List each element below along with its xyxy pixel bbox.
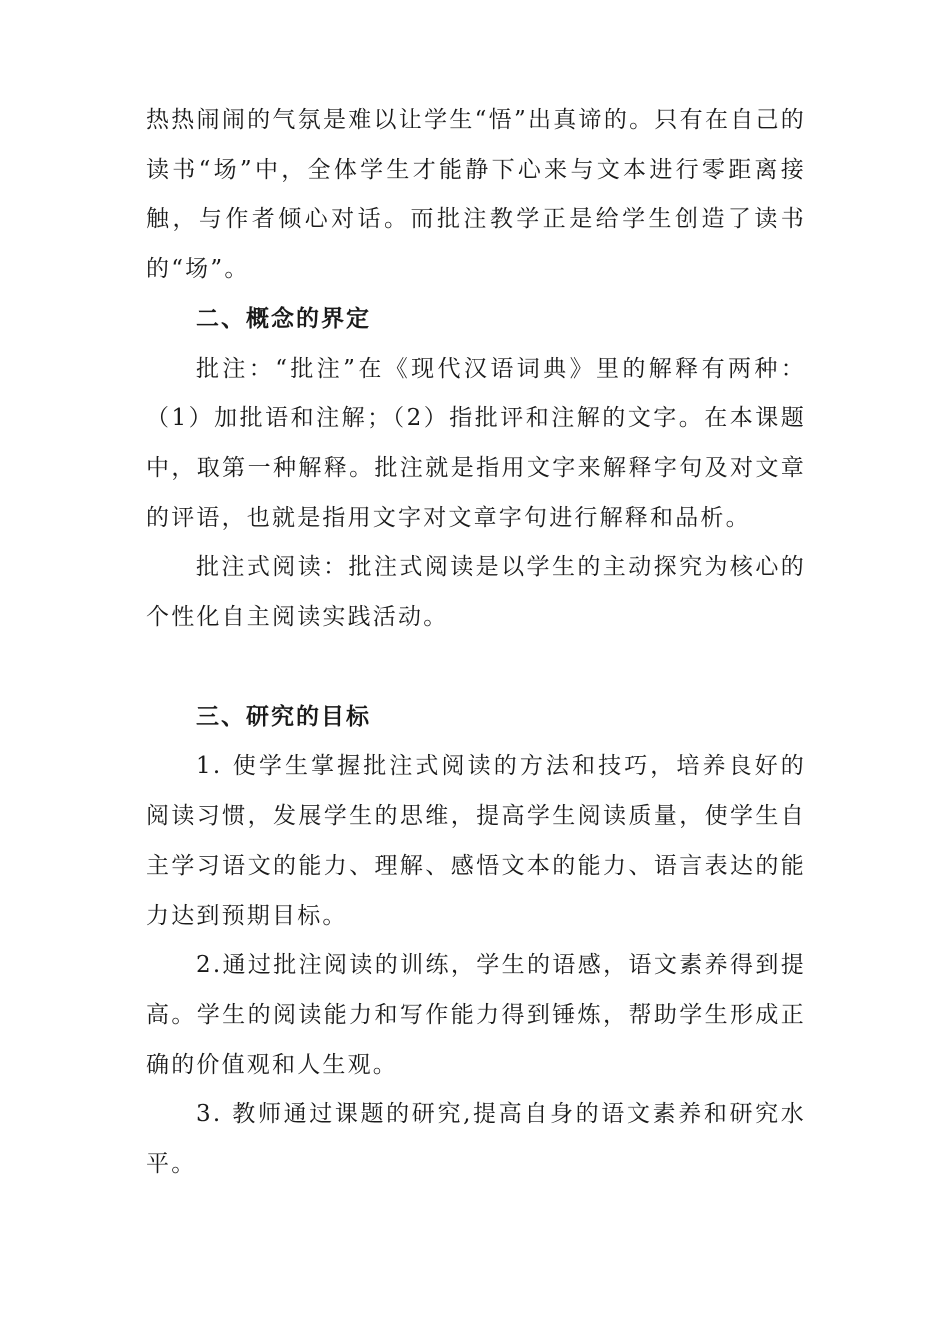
- document-page: [146, 96, 806, 1190]
- goal-item-1: 1. 使学生掌握批注式阅读的方法和技巧，培养良好的阅读习惯，发展学生的思维，提高学生阅读质量，使学生自主学习语文的能力、理解、感悟文本的能力、语言表达的能力达到预期目标。: [146, 753, 806, 929]
- section-heading-concept-definition: 二、概念的界定: [196, 305, 371, 332]
- goal-item-2: 2.通过批注阅读的训练，学生的语感，语文素养得到提高。学生的阅读能力和写作能力得到锤炼，帮助学生形成正确的价值观和人生观。: [146, 952, 806, 1078]
- paragraph-pizhu-definition: 批注：“批注”在《现代汉语词典》里的解释有两种：（1）加批语和注解；（2）指批评和注解的文字。在本课题中，取第一种解释。批注就是指用文字来解释字句及对文章的评语，也就是指用文字对文章字句进行解释和品析。: [146, 355, 806, 531]
- section-heading-research-goals: 三、研究的目标: [196, 703, 371, 730]
- paragraph-pizhu-reading-definition: 批注式阅读：批注式阅读是以学生的主动探究为核心的个性化自主阅读实践活动。: [146, 554, 806, 631]
- goal-item-3: 3. 教师通过课题的研究,提高自身的语文素养和研究水平。: [146, 1101, 806, 1178]
- paragraph-intro: 热热闹闹的气氛是难以让学生“悟”出真谛的。只有在自己的读书“场”中，全体学生才能静下心来与文本进行零距离接触，与作者倾心对话。而批注教学正是给学生创造了读书的“场”。: [146, 107, 806, 283]
- blank-line: [146, 643, 806, 693]
